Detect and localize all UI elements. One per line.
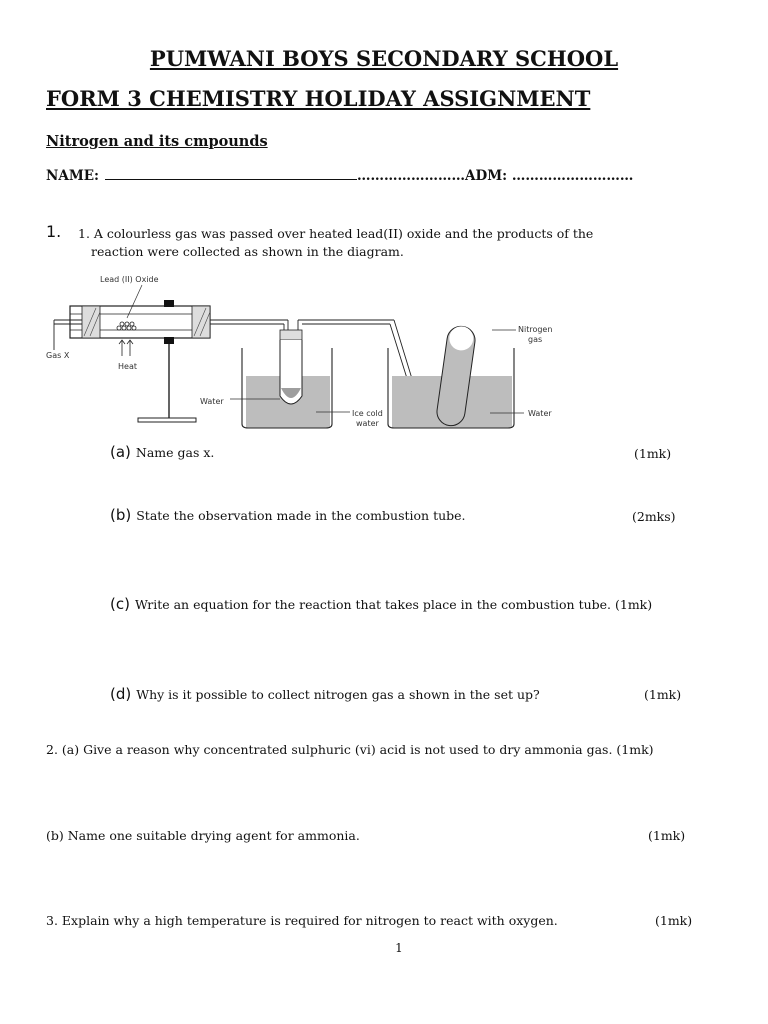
- part-d-label: (d): [110, 685, 132, 703]
- label-heat: Heat: [118, 362, 137, 371]
- question-1-line2: reaction were collected as shown in the diagram.: [91, 244, 404, 259]
- label-lead-oxide: Lead (II) Oxide: [100, 275, 159, 284]
- topic-title: Nitrogen and its cmpounds: [46, 133, 268, 150]
- q1-part-b: [110, 506, 466, 524]
- name-blank[interactable]: [105, 166, 357, 180]
- part-b-text: State the observation made in the combustion tube.: [136, 508, 466, 523]
- student-info-row: [46, 166, 633, 184]
- q1-part-a: [110, 443, 214, 461]
- label-nitrogen-gas: gas: [528, 335, 543, 344]
- label-ice-cold-water: water: [356, 419, 379, 428]
- q3-marks: (1mk): [655, 913, 693, 928]
- part-a-label: (a): [110, 443, 131, 461]
- apparatus-diagram: [44, 268, 564, 438]
- part-c-text: Write an equation for the reaction that takes place in the combustion tube.: [134, 597, 612, 612]
- ice-water-beaker: [230, 330, 350, 428]
- part-a-text: Name gas x.: [135, 445, 215, 460]
- q2a-text: 2. (a) Give a reason why concentrated sulphuric (vi) acid is not used to dry ammonia gas.: [46, 742, 613, 757]
- question-1-line1: 1. A colourless gas was passed over heated lead(II) oxide and the products of the: [78, 226, 594, 241]
- q3-text: 3. Explain why a high temperature is required for nitrogen to react with oxygen.: [46, 913, 558, 928]
- adm-label: ADM:: [465, 168, 508, 184]
- part-d-marks: (1mk): [644, 687, 682, 702]
- label-nitrogen: Nitrogen: [518, 325, 553, 334]
- part-d-text: Why is it possible to collect nitrogen gas a shown in the set up?: [136, 687, 540, 702]
- name-label: NAME:: [46, 168, 100, 184]
- label-gas-x: Gas X: [46, 351, 70, 360]
- q1-part-c: [110, 595, 652, 613]
- water-trough: [388, 325, 524, 428]
- school-name: PUMWANI BOYS SECONDARY SCHOOL: [149, 46, 619, 71]
- q1-part-d: [110, 685, 540, 703]
- part-c-marks: (1mk): [615, 597, 653, 612]
- label-water-right: Water: [528, 409, 552, 418]
- q2-part-a: [46, 742, 654, 757]
- page-number: 1: [395, 941, 403, 955]
- assignment-title: FORM 3 CHEMISTRY HOLIDAY ASSIGNMENT: [46, 86, 591, 111]
- adm-dots: ………………………: [511, 168, 634, 184]
- part-b-label: (b): [110, 506, 132, 524]
- part-b-marks: (2mks): [632, 509, 676, 524]
- part-c-label: (c): [110, 595, 130, 613]
- question-1-stem: [78, 225, 638, 261]
- q2b-marks: (1mk): [648, 828, 686, 843]
- q2a-marks: (1mk): [616, 742, 654, 757]
- label-ice-cold: Ice cold: [352, 409, 383, 418]
- q2-part-b: (b) Name one suitable drying agent for ammonia.: [46, 828, 360, 843]
- part-a-marks: (1mk): [634, 446, 672, 461]
- label-water-left: Water: [200, 397, 224, 406]
- name-dots: ……………………: [357, 168, 466, 184]
- question-1-number: 1.: [46, 222, 62, 241]
